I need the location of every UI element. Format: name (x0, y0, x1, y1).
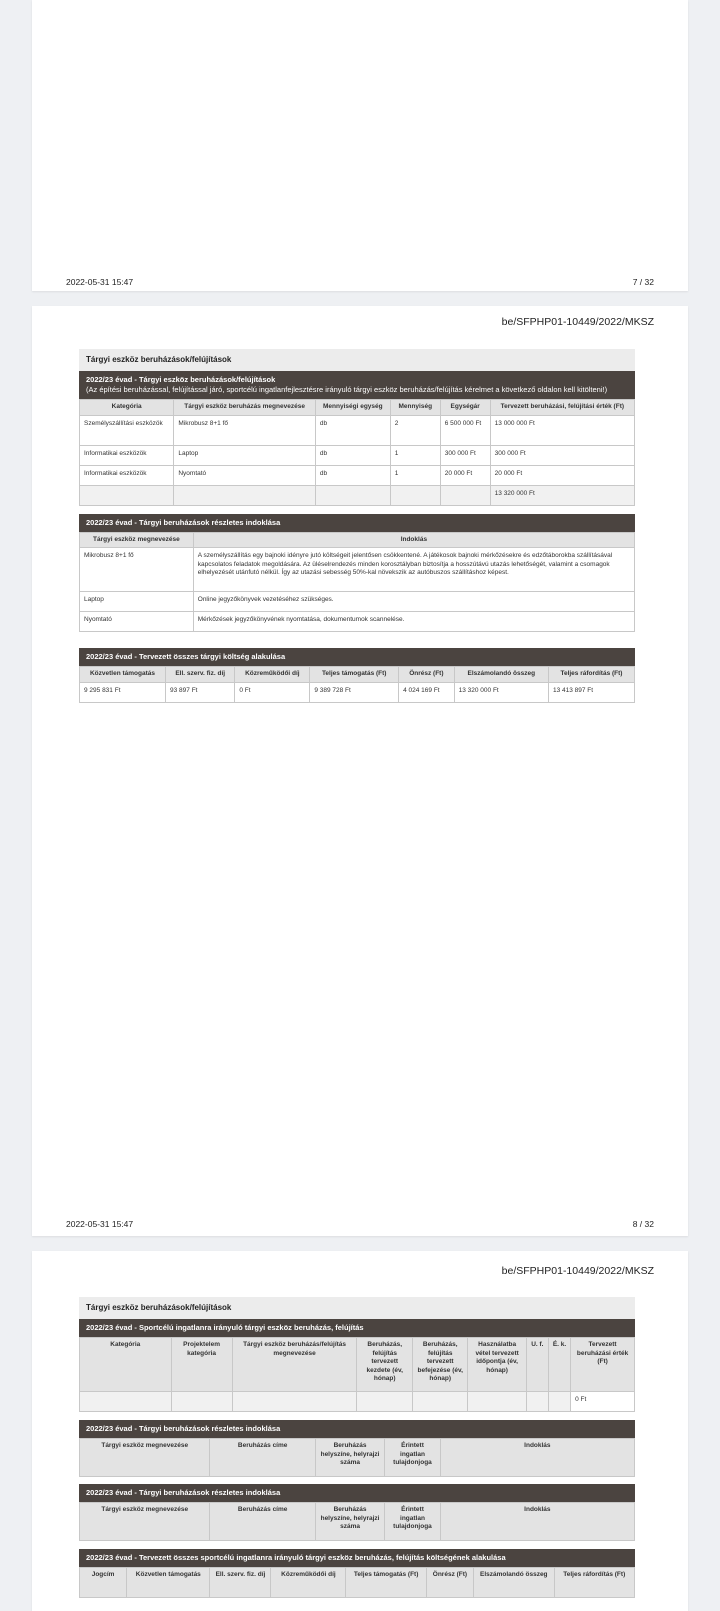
column-header: Beruházás címe (210, 1439, 315, 1477)
column-header: Tárgyi eszköz beruházás/felújítás megnevezése (232, 1338, 357, 1392)
column-header: Önrész (Ft) (399, 667, 455, 683)
table-cell: Személyszállítási eszközök (80, 415, 174, 445)
column-header: Közreműködői díj (235, 667, 310, 683)
property-justification-table (79, 1502, 635, 1541)
sport-property-header-bar: 2022/23 évad - Sportcélú ingatlanra irányuló tárgyi eszköz beruházás, felújítás (79, 1319, 635, 1337)
column-header: Kategória (80, 1338, 172, 1392)
column-header: Indoklás (440, 1503, 634, 1541)
column-header: Közvetlen támogatás (127, 1568, 210, 1598)
table-cell: 93 897 Ft (166, 682, 235, 702)
total-value: 0 Ft (571, 1392, 635, 1412)
table-cell: Informatikai eszközök (80, 465, 174, 485)
table-cell: A személyszállítás egy bajnoki idényre jutó költségeit jelentősen csökkentené. A játékosok bajnoki mérkőzésekre és edzőtáborokba szállításával kapcsolatos feladatok megoldására. Az üléselrendezés minden korosztályban biztosítja a hosszútávú utazás lehetőségét, valamint a csomagok elhelyezését utánfutó nélkül. Így az utazási sebesség 50%-kal növekszik az autóbuszos szállításhoz képest. (193, 548, 634, 592)
justification-header-bar: 2022/23 évad - Tárgyi beruházások részletes indoklása (79, 514, 635, 532)
column-header: Jogcím (80, 1568, 127, 1598)
column-header: Ell. szerv. fiz. díj (210, 1568, 271, 1598)
table-cell: Nyomtató (80, 612, 194, 632)
table-cell: 4 024 169 Ft (399, 682, 455, 702)
column-header: Kategória (80, 400, 174, 416)
column-header: Tervezett beruházási, felújítási érték (Ft) (490, 400, 634, 416)
table-row (80, 548, 635, 592)
column-header: Indoklás (193, 532, 634, 548)
table-cell: Online jegyzőkönyvek vezetéséhez szükséges. (193, 592, 634, 612)
section-title: Tárgyi eszköz beruházások/felújítások (79, 1297, 635, 1319)
document-id: be/SFPHP01-10449/2022/MKSZ (501, 1265, 654, 1277)
footer-date: 2022-05-31 15:47 (66, 277, 134, 287)
page-7 (32, 0, 688, 291)
column-header: Tárgyi eszköz beruházás megnevezése (174, 400, 316, 416)
assets-table (79, 399, 635, 506)
bar-subtitle: (Az építési beruházással, felújítással járó, sportcélú ingatlanfejlesztésre irányuló tárgyi eszköz beruházás/felújítás kérelmet a következő oldalon kell kitölteni!) (86, 385, 608, 394)
table-cell: 13 000 000 Ft (490, 415, 634, 445)
page-footer (66, 1219, 654, 1229)
column-header: Elszámolandó összeg (454, 667, 548, 683)
justification-header-bar: 2022/23 évad - Tárgyi beruházások részletes indoklása (79, 1420, 635, 1438)
column-header: Tervezett beruházási érték (Ft) (571, 1338, 635, 1392)
column-header: Teljes ráfordítás (Ft) (554, 1568, 635, 1598)
column-header: Beruházás helyszíne, helyrajzi száma (315, 1439, 384, 1477)
table-cell: 2 (390, 415, 440, 445)
justification-table (79, 532, 635, 633)
table-cell: 13 413 897 Ft (548, 682, 634, 702)
table-cell: 300 000 Ft (490, 445, 634, 465)
column-header: Beruházás, felújítás tervezett befejezése (év, hónap) (412, 1338, 468, 1392)
column-header: É. k. (548, 1338, 570, 1392)
property-section (79, 1297, 635, 1598)
assets-section (79, 349, 635, 703)
table-row (80, 682, 635, 702)
column-header: Ell. szerv. fiz. díj (166, 667, 235, 683)
table-cell: 20 000 Ft (440, 465, 490, 485)
column-header: Használatba vétel tervezett időpontja (év, hónap) (468, 1338, 526, 1392)
sport-property-table (79, 1337, 635, 1412)
cost-table (79, 666, 635, 703)
column-header: Elszámolandó összeg (474, 1568, 554, 1598)
assets-table-header-bar (79, 371, 635, 399)
bar-title: 2022/23 évad - Tárgyi eszköz beruházások/felújítások (86, 375, 276, 384)
table-cell: 9 389 728 Ft (310, 682, 399, 702)
footer-page-number: 7 / 32 (632, 277, 654, 287)
column-header: Érintett ingatlan tulajdonjoga (385, 1503, 441, 1541)
table-cell: db (315, 415, 390, 445)
table-row (80, 592, 635, 612)
page-8 (32, 306, 688, 1236)
total-value: 13 320 000 Ft (490, 485, 634, 505)
page-9 (32, 1251, 688, 1611)
section-title: Tárgyi eszköz beruházások/felújítások (79, 349, 635, 371)
table-row (80, 415, 635, 445)
column-header: U. f. (526, 1338, 548, 1392)
table-cell: 6 500 000 Ft (440, 415, 490, 445)
table-cell: db (315, 465, 390, 485)
document-id: be/SFPHP01-10449/2022/MKSZ (501, 316, 654, 328)
table-cell: 0 Ft (235, 682, 310, 702)
page-footer (66, 277, 654, 287)
table-cell: Laptop (174, 445, 316, 465)
cost-header-bar: 2022/23 évad - Tervezett összes tárgyi költség alakulása (79, 648, 635, 666)
column-header: Közvetlen támogatás (80, 667, 166, 683)
total-row (80, 485, 635, 505)
property-justification-table (79, 1438, 635, 1477)
column-header: Tárgyi eszköz megnevezése (80, 532, 194, 548)
column-header: Tárgyi eszköz megnevezése (80, 1503, 210, 1541)
table-cell: Mérkőzések jegyzőkönyvének nyomtatása, dokumentumok scannelése. (193, 612, 634, 632)
column-header: Tárgyi eszköz megnevezése (80, 1439, 210, 1477)
table-cell: db (315, 445, 390, 465)
column-header: Teljes támogatás (Ft) (346, 1568, 426, 1598)
column-header: Mennyiségi egység (315, 400, 390, 416)
table-cell: Laptop (80, 592, 194, 612)
table-cell: 300 000 Ft (440, 445, 490, 465)
table-row (80, 445, 635, 465)
column-header: Beruházás címe (210, 1503, 315, 1541)
footer-page-number: 8 / 32 (632, 1219, 654, 1229)
column-header: Egységár (440, 400, 490, 416)
column-header: Érintett ingatlan tulajdonjoga (385, 1439, 441, 1477)
justification-header-bar: 2022/23 évad - Tárgyi beruházások részletes indoklása (79, 1484, 635, 1502)
table-row (80, 612, 635, 632)
table-cell: Mikrobusz 8+1 fő (174, 415, 316, 445)
property-cost-table (79, 1567, 635, 1598)
table-row (80, 465, 635, 485)
column-header: Teljes támogatás (Ft) (310, 667, 399, 683)
column-header: Mennyiség (390, 400, 440, 416)
table-cell: Informatikai eszközök (80, 445, 174, 465)
table-cell: 13 320 000 Ft (454, 682, 548, 702)
total-row (80, 1392, 635, 1412)
column-header: Közreműködői díj (271, 1568, 346, 1598)
column-header: Projektelem kategória (171, 1338, 232, 1392)
column-header: Beruházás helyszíne, helyrajzi száma (315, 1503, 384, 1541)
column-header: Teljes ráfordítás (Ft) (548, 667, 634, 683)
table-cell: 20 000 Ft (490, 465, 634, 485)
footer-date: 2022-05-31 15:47 (66, 1219, 134, 1229)
table-cell: Nyomtató (174, 465, 316, 485)
table-cell: 9 295 831 Ft (80, 682, 166, 702)
column-header: Indoklás (440, 1439, 634, 1477)
column-header: Beruházás, felújítás tervezett kezdete (év, hónap) (357, 1338, 413, 1392)
table-cell: 1 (390, 465, 440, 485)
table-cell: 1 (390, 445, 440, 465)
column-header: Önrész (Ft) (426, 1568, 473, 1598)
property-cost-header-bar: 2022/23 évad - Tervezett összes sportcélú ingatlanra irányuló tárgyi eszköz beruházás, felújítás költségének alakulása (79, 1549, 635, 1567)
table-cell: Mikrobusz 8+1 fő (80, 548, 194, 592)
